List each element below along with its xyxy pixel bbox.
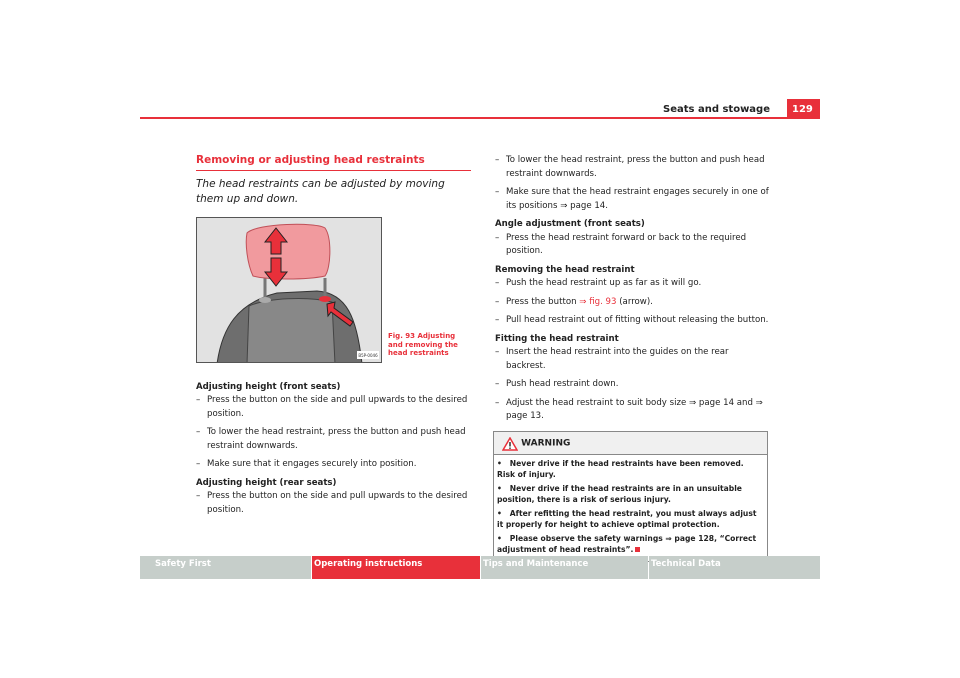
- right-column: [495, 154, 770, 429]
- step: – Press the button on the side and pull upwards to the desired position.: [196, 491, 468, 515]
- fig-93-link[interactable]: ⇒ fig. 93: [579, 296, 617, 307]
- heading-rear-height: Adjusting height (rear seats): [196, 477, 337, 488]
- page-number: 129: [787, 99, 820, 118]
- step: – To lower the head restraint, press the button and push head restraint downwards.: [196, 427, 466, 451]
- warning-triangle-icon: [502, 437, 518, 451]
- step: – Adjust the head restraint to suit body size ⇒ page 14 and ⇒ page 13.: [495, 397, 763, 421]
- step: – Press the button ⇒ fig. 93 (arrow).: [495, 296, 653, 307]
- section-title: Removing or adjusting head restraints: [196, 154, 471, 171]
- step: – Make sure that it engages securely into position.: [196, 459, 417, 469]
- step: – Pull head restraint out of fitting without releasing the button.: [495, 315, 769, 325]
- step: – Push the head restraint up as far as it will go.: [495, 278, 702, 288]
- figure-head-restraint: [196, 217, 382, 363]
- heading-removing: Removing the head restraint: [495, 264, 635, 275]
- head-restraint-illustration: [197, 218, 382, 363]
- warning-title: WARNING: [521, 438, 571, 449]
- warning-item: • Never drive if the head restraints have been removed. Risk of injury.: [497, 459, 744, 479]
- warning-item: • Never drive if the head restraints are in an unsuitable position, there is a risk of serious injury.: [497, 484, 742, 504]
- figure-code: B5P-0046: [358, 352, 378, 358]
- tab-operating-instructions[interactable]: Operating instructions: [312, 556, 480, 579]
- step: – Insert the head restraint into the guides on the rear backrest.: [495, 347, 729, 371]
- step: – Press the button on the side and pull upwards to the desired position.: [196, 395, 468, 419]
- heading-fitting: Fitting the head restraint: [495, 333, 619, 344]
- warning-box: [493, 431, 768, 562]
- header-rule: [140, 117, 820, 119]
- chapter-title: Seats and stowage: [663, 104, 770, 115]
- warning-item: • After refitting the head restraint, you must always adjust it properly for height to achieve optimal protection.: [497, 509, 757, 529]
- section-intro: The head restraints can be adjusted by moving them up and down.: [196, 177, 445, 205]
- warning-item: • Please observe the safety warnings ⇒ page 128, “Correct adjustment of head restraints”.: [497, 534, 757, 554]
- step: – Press the head restraint forward or back to the required position.: [495, 232, 747, 256]
- end-marker-icon: [635, 547, 640, 552]
- heading-front-height: Adjusting height (front seats): [196, 381, 341, 392]
- step: – To lower the head restraint, press the button and push head restraint downwards.: [495, 155, 765, 179]
- tab-safety-first[interactable]: Safety First: [140, 556, 311, 579]
- step: – Push head restraint down.: [495, 379, 619, 389]
- tab-tips-maintenance[interactable]: Tips and Maintenance: [481, 556, 648, 579]
- step: – Make sure that the head restraint engages securely in one of its positions ⇒ page 14.: [495, 187, 769, 211]
- heading-angle: Angle adjustment (front seats): [495, 219, 645, 229]
- tab-technical-data[interactable]: Technical Data: [649, 556, 820, 579]
- figure-caption: Fig. 93 Adjusting and removing the head restraints: [388, 332, 458, 357]
